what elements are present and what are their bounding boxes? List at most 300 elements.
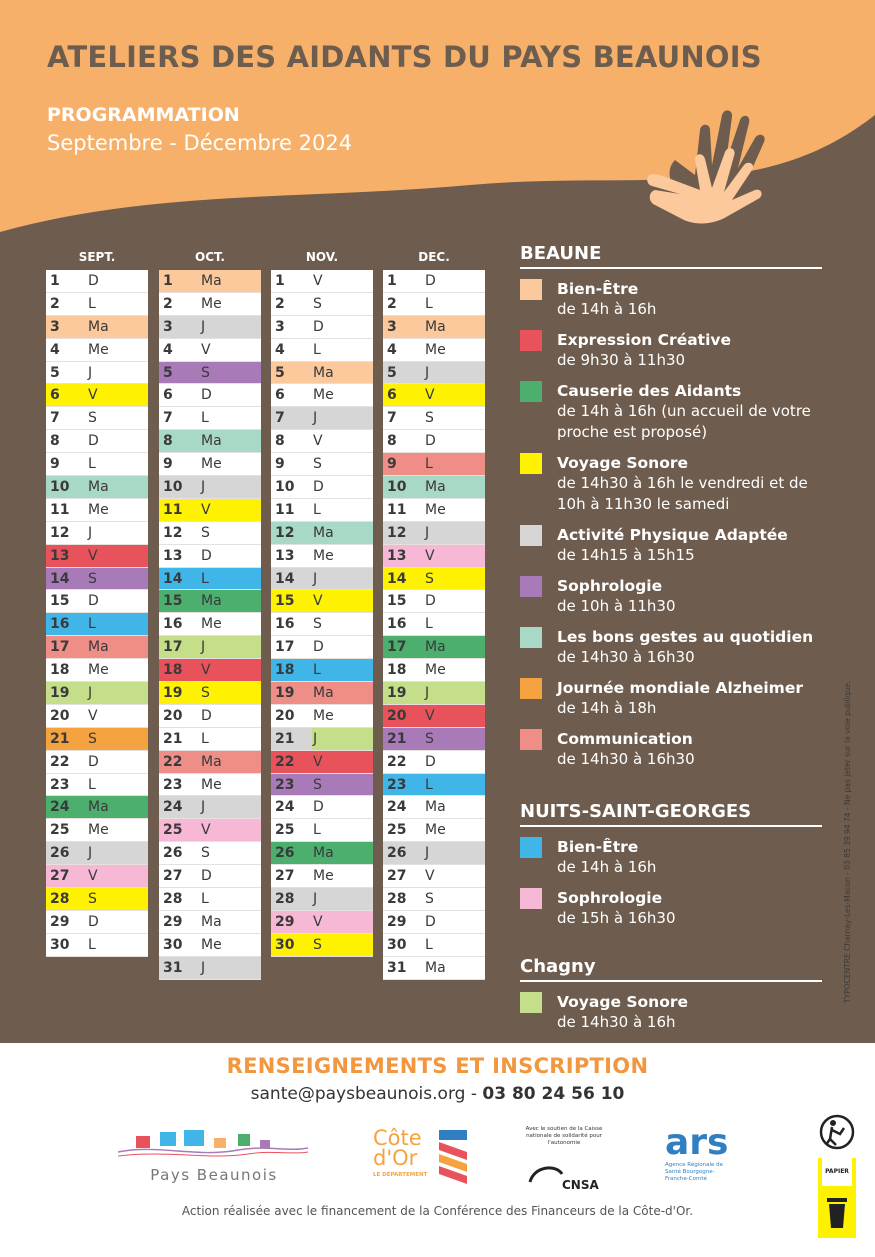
calendar-day [159, 796, 261, 819]
day-number: 29 [50, 913, 70, 930]
day-weekday: S [313, 295, 322, 312]
day-number: 14 [275, 570, 295, 587]
legend-swatch [520, 381, 542, 402]
day-number: 10 [163, 478, 183, 495]
calendar-day [271, 384, 373, 407]
calendar-day [46, 568, 148, 591]
day-number: 30 [50, 936, 70, 953]
calendar-day [159, 774, 261, 797]
day-weekday: Me [425, 501, 446, 518]
day-number: 23 [387, 776, 407, 793]
day-number: 12 [387, 524, 407, 541]
calendar-day [46, 476, 148, 499]
calendar-day [46, 339, 148, 362]
day-weekday: D [425, 433, 436, 450]
day-number: 6 [50, 387, 60, 404]
calendar-day [46, 362, 148, 385]
legend-title-beaune: BEAUNE [520, 243, 822, 269]
day-weekday: Me [313, 707, 334, 724]
day-weekday: Ma [88, 639, 109, 656]
day-number: 13 [275, 547, 295, 564]
calendar-day [159, 499, 261, 522]
day-number: 21 [163, 730, 183, 747]
legend-list-nuits [520, 837, 822, 929]
day-weekday: Ma [88, 799, 109, 816]
day-weekday: Me [88, 662, 109, 679]
legend-item [520, 678, 822, 719]
day-weekday: D [88, 433, 99, 450]
day-number: 7 [275, 410, 285, 427]
day-weekday: D [88, 593, 99, 610]
calendar-day [159, 430, 261, 453]
day-weekday: Me [425, 822, 446, 839]
day-number: 20 [163, 707, 183, 724]
day-weekday: S [201, 684, 210, 701]
day-weekday: V [425, 387, 435, 404]
subtitle: PROGRAMMATION [47, 104, 240, 126]
day-weekday: Me [201, 616, 222, 633]
day-number: 26 [163, 845, 183, 862]
calendar-day [383, 751, 485, 774]
calendar-day [159, 842, 261, 865]
day-number: 9 [50, 456, 60, 473]
day-weekday: L [88, 776, 96, 793]
footer-note: Action réalisée avec le financement de la Conférence des Financeurs de la Côte-d'Or. [181, 1204, 694, 1218]
legend-chagny [520, 956, 822, 1043]
calendar-day [159, 705, 261, 728]
legend-beaune [520, 243, 822, 780]
day-number: 13 [387, 547, 407, 564]
legend-activity-name: Voyage Sonore [557, 993, 689, 1011]
calendar-day [46, 728, 148, 751]
day-weekday: J [201, 318, 206, 335]
ars-sub: Agence Régionale de Santé Bourgogne-Franche-Comté [665, 1162, 724, 1182]
day-number: 26 [50, 845, 70, 862]
papier-panel [818, 1158, 856, 1238]
calendar-day [383, 384, 485, 407]
calendar-day [46, 774, 148, 797]
calendar-day [159, 270, 261, 293]
legend-activity-hours: de 14h à 18h [557, 699, 657, 717]
legend-item [520, 330, 822, 371]
day-number: 1 [163, 272, 173, 289]
legend-swatch [520, 453, 542, 474]
day-weekday: J [88, 364, 93, 381]
day-weekday: D [88, 272, 99, 289]
day-weekday: Me [313, 547, 334, 564]
day-weekday: V [313, 433, 323, 450]
calendar-day [159, 545, 261, 568]
day-number: 30 [387, 936, 407, 953]
hands-illustration [640, 90, 790, 250]
day-number: 3 [163, 318, 173, 335]
legend-activity-name: Les bons gestes au quotidien [557, 628, 814, 646]
calendar-day [271, 499, 373, 522]
day-number: 13 [163, 547, 183, 564]
day-weekday: Ma [313, 845, 334, 862]
day-weekday: Ma [313, 684, 334, 701]
calendar-day [383, 430, 485, 453]
day-weekday: J [313, 730, 318, 747]
calendar-day [271, 796, 373, 819]
month-header-nov: NOV. [305, 250, 339, 264]
day-weekday: Ma [88, 318, 109, 335]
day-weekday: S [88, 410, 97, 427]
calendar-day [383, 911, 485, 934]
calendar-day [46, 682, 148, 705]
day-weekday: S [425, 730, 434, 747]
calendar-day [383, 407, 485, 430]
day-weekday: J [425, 364, 430, 381]
calendar-day [46, 934, 148, 957]
day-number: 15 [387, 593, 407, 610]
day-weekday: S [201, 845, 210, 862]
day-number: 4 [275, 341, 285, 358]
day-weekday: V [425, 707, 435, 724]
month-column-sept [46, 270, 148, 957]
day-number: 15 [163, 593, 183, 610]
legend-item [520, 627, 822, 668]
legend-activity-name: Activité Physique Adaptée [557, 526, 788, 544]
legend-item [520, 729, 822, 770]
calendar-day [271, 705, 373, 728]
day-weekday: V [88, 707, 98, 724]
calendar-day [271, 911, 373, 934]
calendar-day [159, 522, 261, 545]
day-number: 12 [163, 524, 183, 541]
calendar-day [271, 613, 373, 636]
day-number: 17 [50, 639, 70, 656]
legend-swatch [520, 888, 542, 909]
day-number: 4 [50, 341, 60, 358]
legend-activity-name: Sophrologie [557, 577, 663, 595]
calendar-day [271, 362, 373, 385]
day-number: 10 [275, 478, 295, 495]
day-number: 16 [50, 616, 70, 633]
calendar-day [271, 545, 373, 568]
day-weekday: S [201, 364, 210, 381]
day-weekday: J [201, 959, 206, 976]
day-number: 2 [50, 295, 60, 312]
calendar-day [271, 842, 373, 865]
day-weekday: J [88, 845, 93, 862]
day-number: 11 [50, 501, 70, 518]
contact-email[interactable]: sante@paysbeaunois.org [250, 1084, 466, 1104]
day-number: 1 [50, 272, 60, 289]
calendar-day [159, 453, 261, 476]
day-weekday: S [88, 570, 97, 587]
day-number: 22 [163, 753, 183, 770]
period-dates: Septembre - Décembre 2024 [47, 131, 353, 155]
day-number: 22 [387, 753, 407, 770]
legend-activity-hours: de 14h à 16h (un accueil de votre proche est proposé) [557, 402, 811, 441]
day-number: 4 [163, 341, 173, 358]
day-number: 3 [387, 318, 397, 335]
day-number: 22 [50, 753, 70, 770]
day-weekday: L [313, 501, 321, 518]
day-weekday: S [313, 616, 322, 633]
calendar-day [271, 774, 373, 797]
day-number: 19 [50, 684, 70, 701]
day-weekday: D [88, 753, 99, 770]
calendar-day [159, 384, 261, 407]
day-weekday: V [313, 753, 323, 770]
day-number: 23 [275, 776, 295, 793]
day-weekday: Ma [425, 639, 446, 656]
calendar-day [46, 590, 148, 613]
day-number: 24 [275, 799, 295, 816]
calendar-day [271, 430, 373, 453]
pays-beaunois-text: Pays Beaunois [150, 1166, 278, 1184]
legend-swatch [520, 837, 542, 858]
day-number: 12 [275, 524, 295, 541]
day-number: 24 [387, 799, 407, 816]
legend-title-chagny: Chagny [520, 956, 822, 982]
day-number: 11 [163, 501, 183, 518]
calendar-day [383, 682, 485, 705]
day-weekday: D [425, 593, 436, 610]
tidyman-icon [816, 1112, 862, 1152]
day-weekday: J [425, 684, 430, 701]
day-weekday: L [425, 456, 433, 473]
calendar-day [159, 865, 261, 888]
day-number: 18 [50, 662, 70, 679]
day-weekday: Ma [201, 593, 222, 610]
day-number: 8 [163, 433, 173, 450]
month-column-oct [159, 270, 261, 980]
pays-beaunois-mark [118, 1128, 310, 1160]
legend-swatch [520, 992, 542, 1013]
day-weekday: V [88, 547, 98, 564]
calendar-day [271, 636, 373, 659]
cote-dor-line2: d'Or [373, 1146, 418, 1170]
calendar-day [383, 545, 485, 568]
day-number: 1 [387, 272, 397, 289]
legend-swatch [520, 627, 542, 648]
day-weekday: V [201, 662, 211, 679]
day-weekday: Ma [201, 753, 222, 770]
logo-pays-beaunois [118, 1128, 310, 1184]
calendar-day [159, 293, 261, 316]
calendar-day [271, 934, 373, 957]
day-number: 9 [163, 456, 173, 473]
calendar-day [271, 590, 373, 613]
day-weekday: Me [201, 295, 222, 312]
day-number: 28 [387, 890, 407, 907]
day-weekday: Ma [313, 524, 334, 541]
day-weekday: V [201, 501, 211, 518]
calendar-day [159, 682, 261, 705]
legend-title-nuits: NUITS-SAINT-GEORGES [520, 801, 822, 827]
calendar-day [46, 384, 148, 407]
calendar-day [271, 865, 373, 888]
day-weekday: L [88, 456, 96, 473]
calendar-day [159, 476, 261, 499]
calendar-day [46, 453, 148, 476]
contact-phone: 03 80 24 56 10 [482, 1084, 625, 1104]
legend-activity-name: Communication [557, 730, 693, 748]
day-number: 10 [50, 478, 70, 495]
cnsa-support-text: Avec le soutien de la Caisse nationale de solidarité pour l'autonomie [525, 1126, 603, 1146]
day-weekday: J [201, 639, 206, 656]
day-number: 20 [275, 707, 295, 724]
day-number: 31 [163, 959, 183, 976]
day-weekday: D [201, 387, 212, 404]
calendar-day [383, 636, 485, 659]
day-weekday: Ma [425, 959, 446, 976]
day-weekday: L [88, 616, 96, 633]
calendar-day [46, 613, 148, 636]
calendar-day [46, 659, 148, 682]
day-weekday: Ma [201, 272, 222, 289]
day-weekday: J [88, 684, 93, 701]
contact-line [0, 1084, 875, 1104]
day-number: 2 [387, 295, 397, 312]
legend-swatch [520, 678, 542, 699]
day-number: 23 [163, 776, 183, 793]
day-number: 24 [50, 799, 70, 816]
day-weekday: L [425, 616, 433, 633]
calendar-day [383, 796, 485, 819]
day-weekday: V [425, 868, 435, 885]
calendar-day [159, 362, 261, 385]
day-weekday: V [313, 913, 323, 930]
calendar-day [383, 934, 485, 957]
calendar-day [159, 751, 261, 774]
day-number: 14 [50, 570, 70, 587]
calendar-day [271, 522, 373, 545]
calendar-day [383, 293, 485, 316]
calendar-day [46, 865, 148, 888]
day-number: 18 [163, 662, 183, 679]
day-weekday: L [201, 570, 209, 587]
day-number: 29 [163, 913, 183, 930]
calendar-day [46, 888, 148, 911]
logo-cnsa [522, 1126, 622, 1196]
day-number: 5 [50, 364, 60, 381]
legend-activity-hours: de 14h30 à 16h le vendredi et de 10h à 11h30 le samedi [557, 474, 808, 513]
day-number: 15 [275, 593, 295, 610]
legend-activity-hours: de 14h15 à 15h15 [557, 546, 695, 564]
day-number: 27 [50, 868, 70, 885]
calendar-day [46, 636, 148, 659]
day-weekday: D [425, 913, 436, 930]
calendar-day [46, 796, 148, 819]
day-number: 8 [50, 433, 60, 450]
day-weekday: S [201, 524, 210, 541]
day-weekday: Me [201, 776, 222, 793]
legend-item [520, 279, 822, 320]
ars-name: ars [665, 1122, 729, 1163]
day-number: 24 [163, 799, 183, 816]
calendar-day [383, 659, 485, 682]
day-weekday: D [313, 318, 324, 335]
legend-item [520, 381, 822, 443]
calendar-day [159, 590, 261, 613]
calendar-day [271, 888, 373, 911]
day-number: 29 [387, 913, 407, 930]
day-weekday: Me [201, 936, 222, 953]
day-weekday: V [201, 822, 211, 839]
calendar-day [159, 316, 261, 339]
day-number: 26 [387, 845, 407, 862]
calendar-day [46, 819, 148, 842]
legend-swatch [520, 729, 542, 750]
legend-item [520, 453, 822, 515]
calendar-day [271, 270, 373, 293]
printer-credit: TYPOCENTRE Charnay-Les-Macon - 03 85 39 94 74 - Ne pas jeter sur la voie publique. [843, 680, 852, 1003]
calendar-day [46, 430, 148, 453]
calendar-day [159, 407, 261, 430]
calendar-day [46, 499, 148, 522]
calendar-day [159, 636, 261, 659]
month-header-sept: SEPT. [78, 250, 116, 264]
day-number: 15 [50, 593, 70, 610]
day-number: 28 [275, 890, 295, 907]
day-number: 7 [50, 410, 60, 427]
calendar-day [383, 705, 485, 728]
day-number: 9 [275, 456, 285, 473]
month-column-dec [383, 270, 485, 980]
calendar-day [383, 842, 485, 865]
month-column-nov [271, 270, 373, 957]
day-number: 9 [387, 456, 397, 473]
calendar-day [383, 957, 485, 980]
calendar-day [271, 339, 373, 362]
day-weekday: D [313, 799, 324, 816]
month-header-dec: DEC. [418, 250, 450, 264]
day-number: 8 [275, 433, 285, 450]
legend-swatch [520, 576, 542, 597]
day-weekday: L [88, 936, 96, 953]
day-weekday: Ma [201, 433, 222, 450]
day-weekday: D [201, 868, 212, 885]
day-number: 6 [163, 387, 173, 404]
day-number: 25 [387, 822, 407, 839]
calendar-day [383, 499, 485, 522]
day-number: 28 [163, 890, 183, 907]
legend-swatch [520, 279, 542, 300]
calendar-day [383, 728, 485, 751]
day-number: 25 [275, 822, 295, 839]
calendar-day [383, 316, 485, 339]
legend-activity-hours: de 14h30 à 16h [557, 1013, 676, 1031]
calendar-day [159, 659, 261, 682]
day-weekday: Me [313, 868, 334, 885]
contact-separator: - [465, 1084, 483, 1104]
day-weekday: Me [201, 456, 222, 473]
day-weekday: V [88, 868, 98, 885]
legend-nuits [520, 801, 822, 939]
day-weekday: D [201, 547, 212, 564]
calendar-day [46, 522, 148, 545]
calendar-day [383, 888, 485, 911]
day-weekday: V [425, 547, 435, 564]
calendar-day [383, 453, 485, 476]
calendar-day [271, 819, 373, 842]
legend-swatch [520, 525, 542, 546]
day-number: 10 [387, 478, 407, 495]
calendar-day [383, 339, 485, 362]
day-number: 14 [163, 570, 183, 587]
day-number: 13 [50, 547, 70, 564]
day-number: 16 [387, 616, 407, 633]
day-number: 25 [163, 822, 183, 839]
logo-cote-dor [373, 1128, 469, 1190]
calendar-day [383, 522, 485, 545]
day-number: 21 [387, 730, 407, 747]
day-weekday: L [201, 890, 209, 907]
